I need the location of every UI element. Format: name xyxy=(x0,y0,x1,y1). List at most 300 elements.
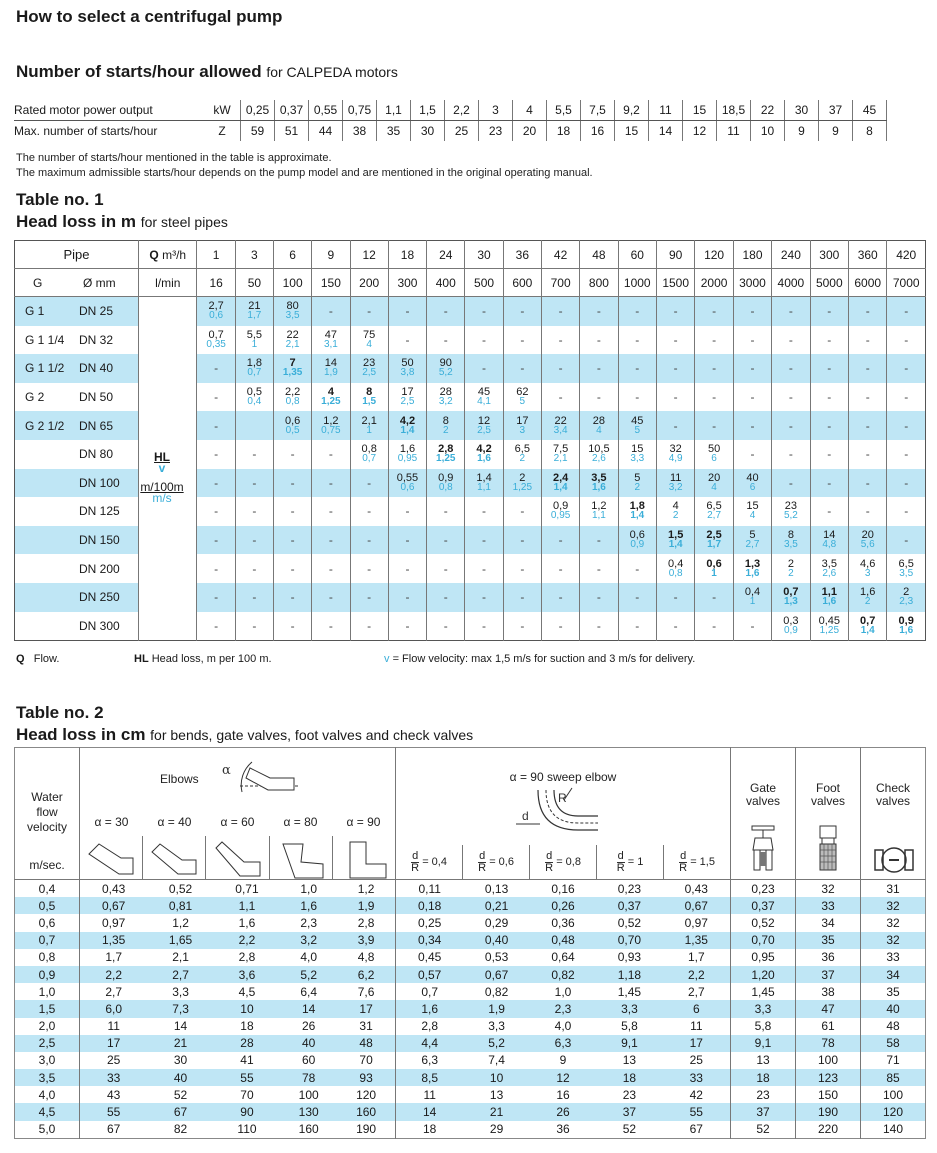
head-loss-cell xyxy=(541,354,579,383)
head-loss-cm-value: 32 xyxy=(861,914,926,931)
head-loss-cm-value: 0,29 xyxy=(484,915,509,930)
empty-value: - xyxy=(214,390,219,405)
empty-value: - xyxy=(367,504,372,519)
empty-value: - xyxy=(904,332,909,347)
pipe-size xyxy=(15,612,139,641)
empty-value: - xyxy=(443,618,448,633)
velocity-value: 4 xyxy=(749,510,756,522)
head-loss-value: 1,5 xyxy=(668,529,684,542)
velocity-value: 1,5 xyxy=(362,396,377,408)
head-loss-pair xyxy=(312,330,349,350)
power-value: 3 xyxy=(479,100,513,121)
empty-value: - xyxy=(865,304,870,319)
head-loss-cell xyxy=(427,411,465,440)
pipe-row xyxy=(15,354,926,383)
velocity-value: 1,25 xyxy=(436,453,456,465)
head-loss-cell xyxy=(849,554,887,583)
velocity-value: 2 xyxy=(864,596,871,608)
head-loss-cell xyxy=(810,583,848,612)
head-loss-cm-value: 41 xyxy=(240,1053,254,1068)
head-loss-cell xyxy=(273,383,311,412)
velocity-value: 0,8 xyxy=(438,481,453,493)
head-loss-cell xyxy=(618,554,656,583)
head-loss-cm-value: 25 xyxy=(689,1053,703,1068)
empty-value: - xyxy=(558,533,563,548)
head-loss-value: 2,4 xyxy=(552,471,569,484)
empty-value: - xyxy=(904,447,909,462)
head-loss-cell xyxy=(465,497,503,526)
head-loss-cell xyxy=(849,526,887,555)
q-lmin-value: 3000 xyxy=(733,269,771,297)
empty-value: - xyxy=(712,618,717,633)
head-loss-value: 0,8 xyxy=(361,443,377,456)
empty-value: - xyxy=(596,590,601,605)
head-loss-pair xyxy=(389,358,426,378)
q-m3h-value: 30 xyxy=(465,241,503,269)
head-loss-pair xyxy=(734,559,771,579)
head-loss-cm-value: 2,8 xyxy=(238,950,256,965)
head-loss-cm-value: 0,43 xyxy=(663,880,731,898)
head-loss-cm-value: 60 xyxy=(301,1053,316,1068)
empty-value: - xyxy=(673,590,678,605)
head-loss-cell xyxy=(235,354,273,383)
head-loss-pair xyxy=(427,473,464,493)
head-loss-cm-value: 0,70 xyxy=(731,932,796,949)
elbow-icon xyxy=(338,840,390,880)
empty-value: - xyxy=(482,533,487,548)
head-loss-cm-value: 34 xyxy=(796,914,861,931)
head-loss-cm-value: 37 xyxy=(796,966,861,983)
head-loss-pair xyxy=(580,473,617,493)
velocity-value: 2,1 xyxy=(553,453,568,465)
velocity-value: 0,95 xyxy=(550,510,571,522)
head-loss-pair xyxy=(427,416,464,436)
velocity-value: 1,6 xyxy=(899,624,914,636)
head-loss-cell xyxy=(388,383,426,412)
head-loss-value: 10,5 xyxy=(588,443,610,456)
pipe-dn: DN 50 xyxy=(79,390,114,405)
v-unit: m/s xyxy=(152,491,172,505)
velocity-row xyxy=(15,932,926,949)
d-over-r xyxy=(679,851,687,874)
head-loss-pair xyxy=(887,559,925,579)
head-loss-pair xyxy=(695,559,732,579)
head-loss-value: 6,5 xyxy=(706,500,722,513)
head-loss-pair xyxy=(849,616,886,636)
power-value: 4 xyxy=(513,100,547,121)
pipe-row xyxy=(15,326,926,355)
head-loss-cm-value: 31 xyxy=(359,1019,373,1034)
head-loss-value: 0,4 xyxy=(744,586,761,599)
head-loss-cell xyxy=(465,612,503,641)
head-loss-cm-value: 220 xyxy=(796,1121,861,1139)
head-loss-pair xyxy=(504,473,541,493)
head-loss-cm-value: 6,4 xyxy=(300,984,317,999)
head-loss-cell xyxy=(197,583,235,612)
velocity-value: 2,5 xyxy=(362,367,377,379)
head-loss-cell xyxy=(350,554,388,583)
empty-value: - xyxy=(827,332,832,347)
legend-hl-text: Head loss, m per 100 m. xyxy=(151,653,272,666)
head-loss-cell xyxy=(695,612,733,641)
head-loss-cm-value: 14 xyxy=(280,1000,337,1017)
frac-d: d xyxy=(412,849,419,862)
head-loss-cm-value: 33 xyxy=(80,1069,148,1086)
head-loss-cm-value: 33 xyxy=(796,897,861,914)
head-loss-cell xyxy=(235,383,273,412)
empty-value: - xyxy=(865,361,870,376)
velocity-value: 0,8 xyxy=(38,950,56,965)
q-lmin-value: 600 xyxy=(503,269,541,297)
empty-value: - xyxy=(596,561,601,576)
head-loss-pair xyxy=(542,444,579,464)
q-lmin-value: 5000 xyxy=(810,269,848,297)
head-loss-cell xyxy=(388,411,426,440)
head-loss-cell xyxy=(235,440,273,469)
elbow-angle-label: α = 90 xyxy=(346,815,381,829)
empty-value: - xyxy=(482,361,487,376)
head-loss-cm-value: 0,40 xyxy=(463,932,529,949)
head-loss-cell xyxy=(580,411,618,440)
head-loss-cell xyxy=(541,612,579,641)
head-loss-cm-value: 190 xyxy=(356,1122,377,1137)
empty-value: - xyxy=(865,418,870,433)
empty-value: - xyxy=(558,304,563,319)
q-lmin-value: 100 xyxy=(273,269,311,297)
head-loss-value: 0,5 xyxy=(246,386,263,399)
head-loss-cm-value: 120 xyxy=(356,1087,377,1102)
velocity-value: 1 xyxy=(711,567,717,579)
head-loss-cm-value: 1,9 xyxy=(337,897,395,914)
velocity-row xyxy=(15,880,926,898)
starts-note-2: The maximum admissible starts/hour depends on the pump model and are mentioned in the original operating manual. xyxy=(16,167,593,179)
head-loss-cell xyxy=(197,297,235,326)
head-loss-cell xyxy=(810,297,848,326)
velocity-value: 0,75 xyxy=(321,424,341,436)
elbow-angle-label: α = 60 xyxy=(220,815,255,829)
head-loss-cell xyxy=(273,526,311,555)
elbow-icon xyxy=(212,840,264,880)
velocity-row xyxy=(15,1086,926,1103)
head-loss-cell xyxy=(388,497,426,526)
empty-value: - xyxy=(750,361,755,376)
velocity-value: 0,6 xyxy=(38,915,56,930)
head-loss-cm-value: 55 xyxy=(80,1103,148,1120)
q-lmin-text: l/min xyxy=(155,275,181,290)
head-loss-value: 6,5 xyxy=(514,443,530,456)
head-loss-cm-value: 3,9 xyxy=(337,932,395,949)
velocity-value: 0,6 xyxy=(209,310,224,322)
head-loss-cell xyxy=(887,326,926,355)
velocity-value: 1,0 xyxy=(38,984,56,999)
head-loss-cm-value: 0,67 xyxy=(663,897,731,914)
q-m3h-value: 90 xyxy=(656,241,694,269)
empty-value: - xyxy=(367,304,372,319)
head-loss-value: 1,8 xyxy=(629,500,645,513)
velocity-value: 1 xyxy=(366,424,372,436)
frac-r: R xyxy=(478,861,487,874)
head-loss-cell xyxy=(887,383,926,412)
empty-value: - xyxy=(750,332,755,347)
velocity-value: 3,1 xyxy=(323,338,338,350)
starts-unit: Z xyxy=(218,124,226,138)
empty-value: - xyxy=(520,618,525,633)
head-loss-value: 20 xyxy=(707,471,721,484)
head-loss-value: 2,1 xyxy=(361,414,377,427)
head-loss-value: 17 xyxy=(401,386,414,399)
pipe-size xyxy=(15,554,139,583)
velocity-value: 1,7 xyxy=(707,539,722,551)
head-loss-cell xyxy=(772,583,810,612)
head-loss-pair xyxy=(772,587,809,607)
velocity-value: 2,5 xyxy=(400,396,415,408)
velocity-value: 0,7 xyxy=(247,367,262,379)
head-loss-cell xyxy=(656,383,694,412)
empty-value: - xyxy=(328,304,333,319)
head-loss-cell xyxy=(695,469,733,498)
head-loss-cell xyxy=(197,554,235,583)
head-loss-cell xyxy=(312,583,350,612)
pipe-dn: DN 25 xyxy=(79,304,114,319)
head-loss-value: 21 xyxy=(248,300,261,313)
head-loss-value: 14 xyxy=(324,357,338,370)
head-loss-cell xyxy=(656,497,694,526)
head-loss-cell xyxy=(656,411,694,440)
pipe-row xyxy=(15,526,926,555)
empty-value: - xyxy=(635,361,640,376)
head-loss-cm-value: 13 xyxy=(622,1053,637,1068)
table1-heading xyxy=(16,212,228,232)
head-loss-cell xyxy=(656,469,694,498)
q-m3h-value: 12 xyxy=(350,241,388,269)
velocity-value: 1,4 xyxy=(400,424,415,436)
power-value: 0,55 xyxy=(309,100,343,121)
head-loss-cell xyxy=(618,583,656,612)
head-loss-pair xyxy=(465,444,502,464)
head-loss-value: 50 xyxy=(401,357,414,370)
head-loss-value: 1,8 xyxy=(246,357,263,370)
head-loss-cm-value: 61 xyxy=(796,1018,861,1035)
empty-value: - xyxy=(596,618,601,633)
velocity-value: 2,0 xyxy=(38,1019,56,1034)
head-loss-cm-value: 1,6 xyxy=(280,897,337,914)
head-loss-cm-value: 23 xyxy=(731,1086,796,1103)
starts-value: 10 xyxy=(751,121,785,142)
head-loss-cm-value: 36 xyxy=(796,949,861,966)
velocity-value: 0,4 xyxy=(15,880,80,898)
empty-value: - xyxy=(328,447,333,462)
head-loss-cell xyxy=(197,383,235,412)
empty-value: - xyxy=(252,447,257,462)
pipe-row xyxy=(15,383,926,412)
head-loss-pair xyxy=(734,587,771,607)
table1-subheading: for steel pipes xyxy=(140,214,228,230)
head-loss-pair xyxy=(274,387,311,407)
elbow-icon xyxy=(275,840,327,880)
empty-value: - xyxy=(827,475,832,490)
head-loss-cm-value: 32 xyxy=(796,880,861,898)
foot-valve-icon xyxy=(816,824,840,874)
elbow-icon-cell xyxy=(205,836,268,880)
empty-value: - xyxy=(214,618,219,633)
head-loss-cell xyxy=(618,326,656,355)
velocity-row xyxy=(15,914,926,931)
head-loss-cell xyxy=(197,411,235,440)
velocity-value: 3,0 xyxy=(38,1053,56,1068)
head-loss-pair xyxy=(236,330,273,350)
head-loss-cell xyxy=(503,612,541,641)
head-loss-cm-value: 3,3 xyxy=(596,1000,662,1017)
head-loss-cm-value: 0,36 xyxy=(551,915,575,930)
head-loss-pair xyxy=(197,301,234,321)
head-loss-value: 2 xyxy=(787,557,794,570)
head-loss-cell xyxy=(350,297,388,326)
starts-table xyxy=(14,100,887,141)
power-value: 7,5 xyxy=(581,100,615,121)
empty-value: - xyxy=(558,561,563,576)
pipe-row xyxy=(15,554,926,583)
velocity-header-line1: Water xyxy=(31,790,63,804)
head-loss-cell xyxy=(197,612,235,641)
velocity-value: 1 xyxy=(749,596,756,608)
q-lmin-value: 1000 xyxy=(618,269,656,297)
head-loss-cm-value: 67 xyxy=(689,1122,703,1137)
head-loss-cm-value: 37 xyxy=(596,1103,662,1120)
pipe-row xyxy=(15,411,926,440)
head-loss-cm-value: 120 xyxy=(861,1103,926,1120)
head-loss-cm-value: 0,26 xyxy=(530,897,596,914)
starts-title: Number of starts/hour allowed xyxy=(16,62,262,81)
pipe-dn: DN 65 xyxy=(79,418,114,433)
head-loss-cm-value: 17 xyxy=(663,1035,731,1052)
ratio-value: = 1 xyxy=(627,856,644,868)
head-loss-value: 4 xyxy=(672,500,679,513)
head-loss-cm-value: 0,7 xyxy=(396,983,464,1000)
velocity-value: 1,9 xyxy=(323,367,338,379)
empty-value: - xyxy=(558,590,563,605)
unit-column xyxy=(139,383,197,412)
head-loss-cm-value: 58 xyxy=(861,1035,926,1052)
pipe-size xyxy=(15,297,139,326)
head-loss-cm-value: 16 xyxy=(556,1087,570,1102)
head-loss-value: 90 xyxy=(439,357,452,370)
head-loss-cm-value: 2,3 xyxy=(300,915,317,930)
head-loss-cm-value: 1,0 xyxy=(554,984,572,999)
head-loss-cm-value: 9 xyxy=(559,1053,567,1068)
head-loss-cell xyxy=(541,383,579,412)
head-loss-cell xyxy=(273,440,311,469)
head-loss-pair xyxy=(657,444,694,464)
d-over-r xyxy=(478,851,486,874)
empty-value: - xyxy=(865,332,870,347)
head-loss-cm-value: 0,95 xyxy=(731,949,796,966)
head-loss-value: 0,7 xyxy=(860,614,876,627)
check-valves-label: Check valves xyxy=(875,781,910,808)
table1-heading-main: Head loss in m xyxy=(16,212,136,231)
g-header: G xyxy=(33,275,43,290)
head-loss-cm-value: 5,2 xyxy=(280,966,337,983)
empty-value: - xyxy=(214,561,219,576)
velocity-value: 3,5 xyxy=(899,567,914,579)
q-lmin-value: 700 xyxy=(541,269,579,297)
head-loss-cm-value: 14 xyxy=(173,1019,188,1034)
elbow-icon-cell xyxy=(142,836,205,880)
head-loss-cm-value: 55 xyxy=(214,1069,280,1086)
velocity-row xyxy=(15,1103,926,1120)
head-loss-cell xyxy=(887,411,926,440)
head-loss-cm-value: 17 xyxy=(80,1035,148,1052)
velocity-value: 1,4 xyxy=(630,510,645,522)
unit-column xyxy=(139,526,197,555)
elbow-icon xyxy=(148,840,200,880)
head-loss-value: 23 xyxy=(363,357,376,370)
head-loss-cell xyxy=(618,354,656,383)
q-lmin-label xyxy=(139,269,197,297)
head-loss-cm-value: 130 xyxy=(280,1103,337,1120)
empty-value: - xyxy=(520,533,525,548)
head-loss-cm-value: 18 xyxy=(731,1069,796,1086)
v-symbol: v xyxy=(158,461,166,475)
velocity-unit: m/sec. xyxy=(29,858,65,872)
head-loss-value: 15 xyxy=(631,443,644,456)
head-loss-cell xyxy=(772,297,810,326)
head-loss-cell xyxy=(427,326,465,355)
head-loss-cell xyxy=(656,297,694,326)
head-loss-cm-value: 2,1 xyxy=(172,950,189,965)
head-loss-pair xyxy=(619,444,656,464)
head-loss-cell xyxy=(810,354,848,383)
velocity-value: 5,0 xyxy=(38,1122,56,1137)
head-loss-cell xyxy=(810,440,848,469)
frac-r: R xyxy=(679,861,688,874)
head-loss-cell xyxy=(695,583,733,612)
velocity-value: 4,5 xyxy=(15,1103,80,1120)
empty-value: - xyxy=(673,304,678,319)
head-loss-value: 7,5 xyxy=(552,443,569,456)
head-loss-cell xyxy=(273,469,311,498)
q-m3h-value: 420 xyxy=(887,241,926,269)
head-loss-cell xyxy=(656,583,694,612)
empty-value: - xyxy=(558,361,563,376)
q-m3h-value: 1 xyxy=(197,241,235,269)
head-loss-cell xyxy=(465,526,503,555)
velocity-value: 4 xyxy=(596,424,602,436)
head-loss-value: 20 xyxy=(861,529,874,542)
head-loss-pair xyxy=(274,416,311,436)
empty-value: - xyxy=(750,618,755,633)
empty-value: - xyxy=(443,561,448,576)
velocity-row xyxy=(15,1121,926,1139)
empty-value: - xyxy=(788,475,793,490)
head-loss-cm-value: 23 xyxy=(622,1087,637,1102)
head-loss-cell xyxy=(427,554,465,583)
head-loss-cm-value: 12 xyxy=(530,1069,596,1086)
head-loss-value: 1,6 xyxy=(860,586,876,599)
hl-symbol: HL xyxy=(154,450,170,464)
head-loss-pair xyxy=(504,444,541,464)
head-loss-cm-value: 1,20 xyxy=(731,966,796,983)
empty-value: - xyxy=(788,304,793,319)
head-loss-cm-value: 0,52 xyxy=(147,880,213,898)
head-loss-cell xyxy=(427,583,465,612)
head-loss-pair xyxy=(849,559,886,579)
head-loss-cm-value: 0,71 xyxy=(214,880,280,898)
pipe-size xyxy=(15,383,139,412)
starts-value: 59 xyxy=(241,121,275,142)
head-loss-cell xyxy=(541,469,579,498)
empty-value: - xyxy=(596,304,601,319)
velocity-value: 1,5 xyxy=(15,1000,80,1017)
